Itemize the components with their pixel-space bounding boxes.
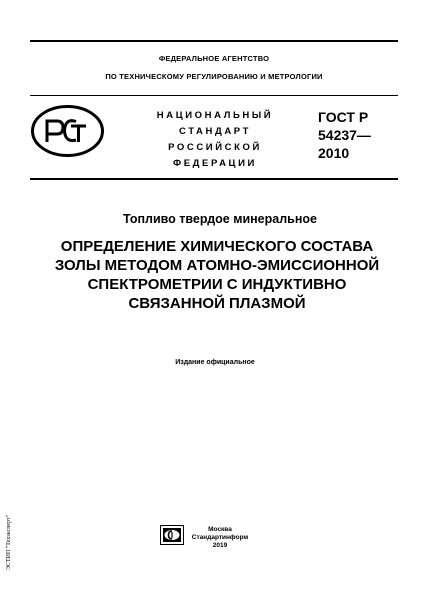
title-line: СВЯЗАННОЙ ПЛАЗМОЙ — [128, 295, 306, 312]
publisher-line: Москва — [208, 526, 232, 533]
gost-number — [318, 108, 371, 162]
publisher-line: Стандартинформ — [191, 534, 249, 541]
agency-line-2: ПО ТЕХНИЧЕСКОМУ РЕГУЛИРОВАНИЮ И МЕТРОЛОГИИ — [105, 72, 323, 81]
gost-line: 54237— — [318, 127, 371, 143]
national-standard-label — [145, 108, 285, 172]
top-rule — [30, 40, 398, 42]
standartinform-logo — [160, 525, 184, 545]
document-title — [30, 237, 404, 313]
title-line: ЗОЛЫ МЕТОДОМ АТОМНО-ЭМИССИОННОЙ — [54, 257, 380, 274]
national-line: РОССИЙСКОЙ — [168, 142, 262, 153]
national-line: СТАНДАРТ — [179, 126, 251, 137]
document-subtitle: Топливо твердое минеральное — [123, 212, 317, 226]
national-line: ФЕДЕРАЦИИ — [173, 158, 257, 169]
title-line: ОПРЕДЕЛЕНИЕ ХИМИЧЕСКОГО СОСТАВА — [60, 238, 374, 255]
gost-line: 2010 — [318, 145, 350, 161]
publisher-info — [190, 526, 250, 550]
header-rule — [30, 95, 398, 96]
national-line: НАЦИОНАЛЬНЫЙ — [156, 110, 274, 121]
title-line: СПЕКТРОМЕТРИИ С ИНДУКТИВНО — [87, 276, 347, 293]
gost-rst-logo — [30, 104, 105, 158]
standard-rule — [30, 178, 398, 180]
publisher-line: 2019 — [212, 542, 228, 549]
side-watermark: ЭСТИП "Техэксперт" — [6, 514, 12, 570]
edition-label: Издание официальное — [175, 359, 255, 366]
agency-line-1: ФЕДЕРАЛЬНОЕ АГЕНТСТВО — [158, 54, 270, 63]
gost-line: ГОСТ Р — [318, 109, 369, 125]
